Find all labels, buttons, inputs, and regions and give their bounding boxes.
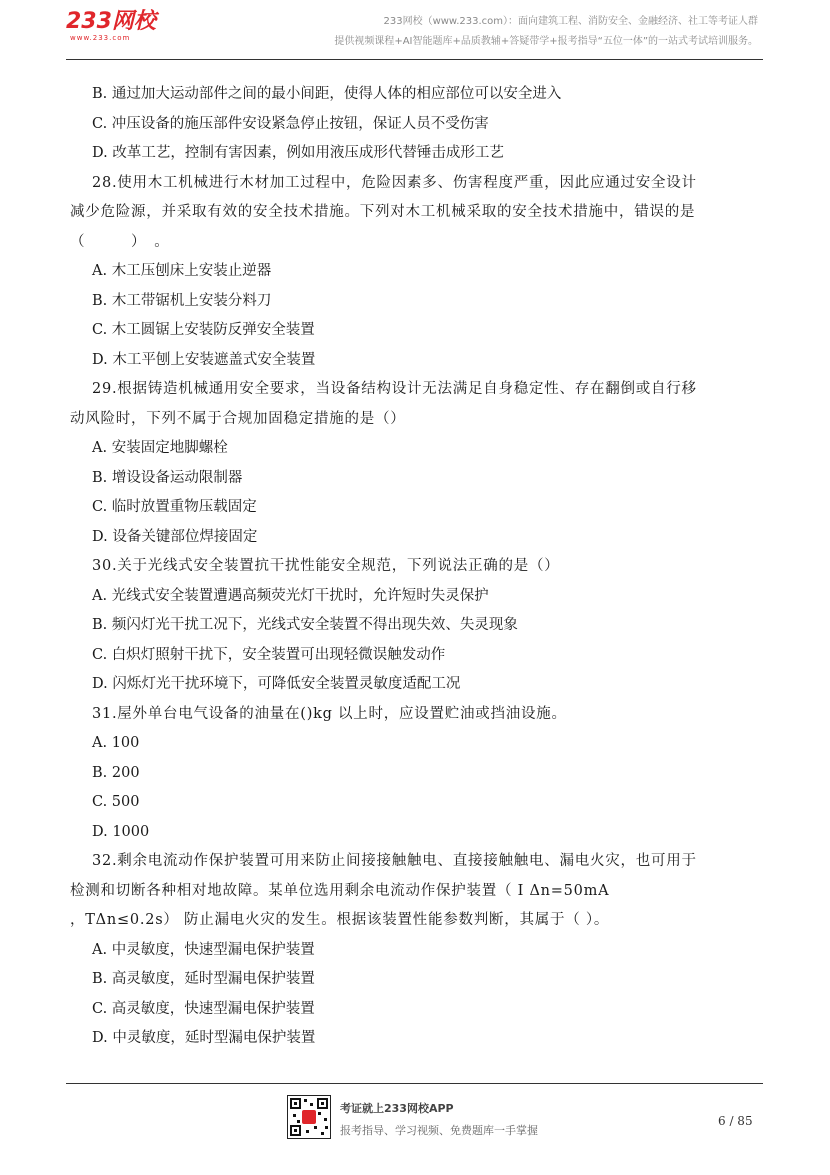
app-promo-title: 考证就上233网校APP bbox=[340, 1102, 454, 1115]
answer-option: B. 高灵敏度，延时型漏电保护装置 bbox=[92, 971, 315, 987]
answer-option: A. 光线式安全装置遭遇高频荧光灯干扰时，允许短时失灵保护 bbox=[92, 587, 489, 604]
logo-url: www.233.com bbox=[70, 34, 131, 42]
question-text: 29.根据铸造机械通用安全要求，当设备结构设计无法满足自身稳定性、存在翻倒或自行移 bbox=[92, 381, 697, 397]
qr-code-icon bbox=[287, 1095, 331, 1139]
answer-option: D. 1000 bbox=[92, 823, 150, 840]
app-promo-subtitle: 报考指导、学习视频、免费题库一手掌握 bbox=[340, 1124, 538, 1137]
question-text-continued: 动风险时，下列不属于合规加固稳定措施的是（） bbox=[70, 410, 406, 427]
answer-option: C. 临时放置重物压载固定 bbox=[92, 499, 257, 515]
answer-option: B. 增设设备运动限制器 bbox=[92, 469, 243, 486]
question-text: 30.关于光线式安全装置抗干扰性能安全规范，下列说法正确的是（） bbox=[92, 558, 560, 574]
page-number: 6 / 85 bbox=[718, 1114, 753, 1128]
brand-logo bbox=[66, 10, 156, 42]
answer-option: D. 木工平刨上安装遮盖式安全装置 bbox=[92, 351, 316, 368]
answer-option: A. 木工压刨床上安装止逆器 bbox=[92, 263, 272, 279]
answer-option: B. 通过加大运动部件之间的最小间距，使得人体的相应部位可以安全进入 bbox=[92, 86, 562, 102]
answer-option: B. 频闪灯光干扰工况下，光线式安全装置不得出现失效、失灵现象 bbox=[92, 617, 518, 633]
question-text-continued: 减少危险源，并采取有效的安全技术措施。下列对木工机械采取的安全技术措施中，错误的是 bbox=[70, 204, 696, 220]
header-info bbox=[334, 12, 758, 52]
question-text-continued: （ ） 。 bbox=[70, 233, 170, 250]
question-text-continued: ，TΔn≤0.2s） 防止漏电火灾的发生。根据该装置性能参数判断，其属于（ ）。 bbox=[70, 912, 610, 928]
answer-option: B. 200 bbox=[92, 764, 140, 781]
answer-option: D. 改革工艺，控制有害因素，例如用液压成形代替锤击成形工艺 bbox=[92, 145, 504, 161]
answer-option: D. 设备关键部位焊接固定 bbox=[92, 528, 258, 545]
answer-option: C. 冲压设备的施压部件安设紧急停止按钮，保证人员不受伤害 bbox=[92, 115, 489, 132]
question-text: 31.屋外单台电气设备的油量在()kg 以上时，应设置贮油或挡油设施。 bbox=[92, 705, 567, 722]
page-header bbox=[0, 0, 830, 62]
header-info-line2: 提供视频课程+AI智能题库+品质教辅+答疑带学+报考指导“五位一体”的一站式考试培训服务。 bbox=[334, 36, 758, 47]
answer-option: A. 中灵敏度，快速型漏电保护装置 bbox=[92, 941, 315, 958]
question-text: 28.使用木工机械进行木材加工过程中，危险因素多、伤害程度严重，因此应通过安全设计 bbox=[92, 174, 697, 191]
header-divider bbox=[66, 59, 763, 60]
header-info-line1: 233网校（www.233.com）：面向建筑工程、消防安全、金融经济、社工等考证人群 bbox=[383, 16, 758, 27]
logo-text: 233网校 bbox=[66, 9, 156, 34]
question-text-continued: 检测和切断各种相对地故障。某单位选用剩余电流动作保护装置（ I Δn=50mA bbox=[70, 882, 610, 899]
answer-option: D. 中灵敏度，延时型漏电保护装置 bbox=[92, 1030, 316, 1046]
answer-option: A. 100 bbox=[92, 735, 140, 751]
answer-option: A. 安装固定地脚螺栓 bbox=[92, 440, 228, 456]
answer-option: C. 白炽灯照射干扰下，安全装置可出现轻微误触发动作 bbox=[92, 646, 446, 663]
answer-option: C. 木工圆锯上安装防反弹安全装置 bbox=[92, 322, 315, 338]
answer-option: C. 高灵敏度，快速型漏电保护装置 bbox=[92, 1000, 315, 1017]
document-body bbox=[70, 80, 770, 1054]
answer-option: D. 闪烁灯光干扰环境下，可降低安全装置灵敏度适配工况 bbox=[92, 676, 461, 692]
answer-option: C. 500 bbox=[92, 794, 140, 810]
question-text: 32.剩余电流动作保护装置可用来防止间接接触触电、直接接触触电、漏电火灾，也可用于 bbox=[92, 853, 697, 869]
footer-divider bbox=[66, 1083, 763, 1084]
answer-option: B. 木工带锯机上安装分料刀 bbox=[92, 292, 272, 309]
